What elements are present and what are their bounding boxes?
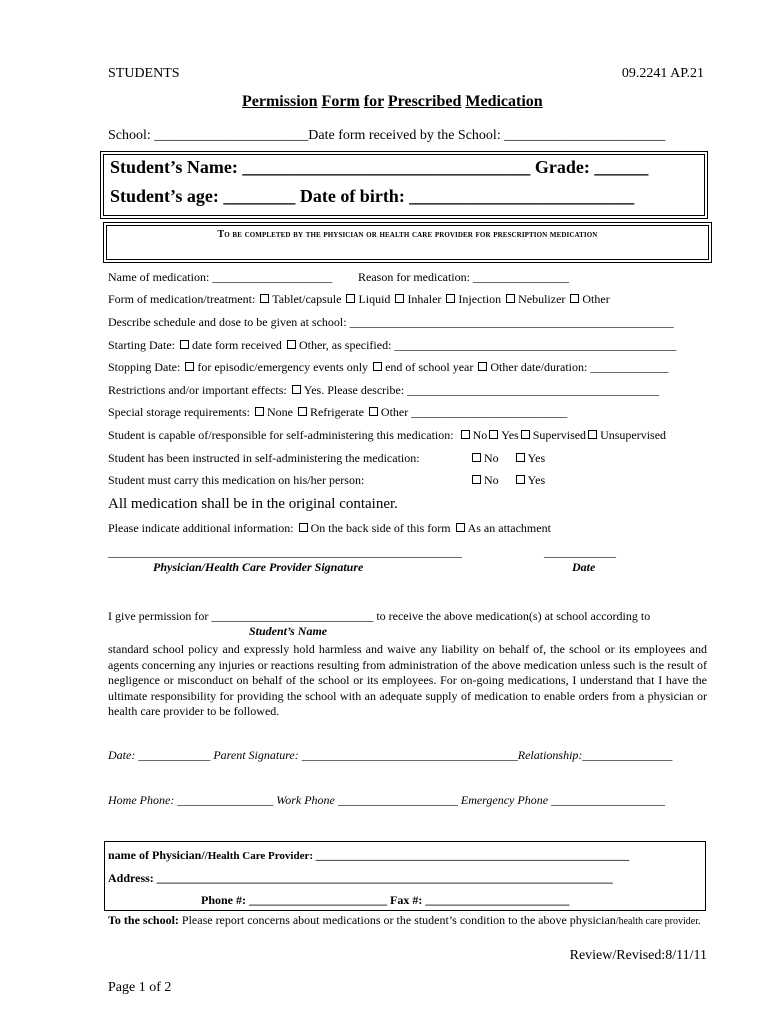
storage-label: Special storage requirements: xyxy=(108,405,250,419)
checkbox[interactable] xyxy=(299,523,308,532)
checkbox[interactable] xyxy=(472,453,481,462)
provider-name-field[interactable] xyxy=(108,848,629,863)
liability-paragraph: standard school policy and expressly hold harmless and waive any liability on behalf of, the school or its employees and agents concerning any injuries or reactions resulting from administration of the above medication unless such is the result of negligence or misconduct on behalf of the school or its employees. For on-going medications, I understand that I have the ultimate responsibility for providing the school with an adequate supply of medication to enable orders from a physician or health care provider to be followed. xyxy=(108,642,707,718)
student-age-field[interactable]: Student’s age: ________ Date of birth: _________________________ xyxy=(110,186,635,206)
student-name-label: Student’s Name xyxy=(249,624,328,638)
checkbox[interactable] xyxy=(456,523,465,532)
option-label: date form received xyxy=(191,338,282,352)
provider-name-rest: /Health Care Provider: _________________________________________________________ xyxy=(204,850,630,862)
form-label: Form of medication/treatment: xyxy=(108,292,256,306)
checkbox[interactable] xyxy=(506,294,515,303)
checkbox[interactable] xyxy=(346,294,355,303)
option-label: Other xyxy=(582,292,610,306)
to-school-note xyxy=(108,913,708,929)
physician-banner: To be completed by the physician or health care provider for prescription medication xyxy=(217,229,598,240)
starting-date-label: Starting Date: xyxy=(108,338,175,352)
option-label: Liquid xyxy=(358,292,391,306)
page-number: Page 1 of 2 xyxy=(108,980,172,995)
title-word: Medication xyxy=(465,93,543,110)
option-label: Nebulizer xyxy=(518,292,566,306)
checkbox[interactable] xyxy=(395,294,404,303)
option-label[interactable]: Other, as specified: _______________________________________________ xyxy=(298,338,677,352)
carry-options xyxy=(470,473,545,488)
option-label: end of school year xyxy=(385,360,474,374)
title-word: for xyxy=(363,93,384,110)
checkbox[interactable] xyxy=(472,475,481,484)
option-label: Yes xyxy=(501,428,519,442)
additional-info-label: Please indicate additional information: xyxy=(108,521,294,535)
checkbox[interactable] xyxy=(180,340,189,349)
title-word: Permission xyxy=(242,93,318,110)
checkbox[interactable] xyxy=(521,430,530,439)
to-school-tail: /health care provider. xyxy=(615,916,701,927)
page-title xyxy=(242,93,543,111)
option-label: On the back side of this form xyxy=(310,521,451,535)
option-label: No xyxy=(472,428,488,442)
option-label: None xyxy=(266,405,293,419)
self-administer-label: Student is capable of/responsible for self-administering this medication: xyxy=(108,428,454,442)
title-word: Form xyxy=(321,93,360,110)
checkbox[interactable] xyxy=(516,453,525,462)
checkbox[interactable] xyxy=(369,407,378,416)
stopping-date-row xyxy=(108,360,668,375)
carry-label: Student must carry this medication on his/her person: xyxy=(108,473,365,487)
option-label: Yes xyxy=(527,451,546,465)
option-label: Inhaler xyxy=(407,292,442,306)
provider-name-label: name of Physician/ xyxy=(108,848,205,862)
medication-reason-field[interactable]: Reason for medication: ________________ xyxy=(358,270,569,284)
provider-phone-fax-field[interactable]: Phone #: _______________________ Fax #: ________________________ xyxy=(201,893,570,907)
checkbox[interactable] xyxy=(298,407,307,416)
parent-signature-line[interactable]: Date: ____________ Parent Signature: ____________________________________Relationship:_______________ xyxy=(108,748,673,762)
instructed-options xyxy=(470,451,545,466)
option-label: for episodic/emergency events only xyxy=(197,360,369,374)
option-label: Tablet/capsule xyxy=(272,292,342,306)
option-label: Yes xyxy=(527,473,546,487)
signature-date-label: Date xyxy=(572,560,596,574)
section-label: STUDENTS xyxy=(108,66,180,81)
restrictions-row xyxy=(108,383,659,398)
schedule-field[interactable]: Describe schedule and dose to be given at school: ______________________________________________________ xyxy=(108,315,674,329)
medication-name-field[interactable]: Name of medication: ____________________ xyxy=(108,270,333,284)
phone-numbers-line[interactable]: Home Phone: ________________ Work Phone ____________________ Emergency Phone ___________________ xyxy=(108,793,666,807)
stopping-date-label: Stopping Date: xyxy=(108,360,181,374)
option-label[interactable]: Other date/duration: _____________ xyxy=(490,360,669,374)
permission-line[interactable]: I give permission for ___________________________ to receive the above medication(s) at school according to xyxy=(108,609,651,623)
checkbox[interactable] xyxy=(292,385,301,394)
additional-info-row xyxy=(108,521,551,536)
storage-row xyxy=(108,405,567,420)
checkbox[interactable] xyxy=(260,294,269,303)
checkbox[interactable] xyxy=(185,362,194,371)
signature-date-line[interactable]: ____________ xyxy=(544,545,616,559)
to-school-label: To the school: xyxy=(108,913,179,927)
checkbox[interactable] xyxy=(255,407,264,416)
to-school-text: Please report concerns about medications or the student’s condition to the above physician xyxy=(178,913,616,927)
student-name-field[interactable]: Student’s Name: ________________________________ Grade: ______ xyxy=(110,157,649,177)
form-of-medication-row xyxy=(108,292,610,307)
checkbox[interactable] xyxy=(570,294,579,303)
school-line[interactable]: School: ______________________Date form received by the School: _______________________ xyxy=(108,128,666,143)
option-label[interactable]: Yes. Please describe: __________________________________________ xyxy=(303,383,660,397)
policy-code: 09.2241 AP.21 xyxy=(621,66,704,81)
checkbox[interactable] xyxy=(489,430,498,439)
checkbox[interactable] xyxy=(461,430,470,439)
instructed-label: Student has been instructed in self-administering the medication: xyxy=(108,451,420,465)
checkbox[interactable] xyxy=(446,294,455,303)
self-administer-row xyxy=(108,428,666,443)
option-label: No xyxy=(484,473,499,487)
option-label: No xyxy=(484,451,499,465)
option-label: Refrigerate xyxy=(309,405,364,419)
restrictions-label: Restrictions and/or important effects: xyxy=(108,383,287,397)
physician-signature-line[interactable]: ___________________________________________________________ xyxy=(108,545,462,559)
option-label[interactable]: Other __________________________ xyxy=(380,405,568,419)
checkbox[interactable] xyxy=(588,430,597,439)
checkbox[interactable] xyxy=(478,362,487,371)
revision-date: Review/Revised:8/11/11 xyxy=(569,948,707,963)
checkbox[interactable] xyxy=(287,340,296,349)
original-container-notice: All medication shall be in the original container. xyxy=(108,496,398,512)
physician-signature-label: Physician/Health Care Provider Signature xyxy=(153,560,364,574)
checkbox[interactable] xyxy=(373,362,382,371)
starting-date-row xyxy=(108,338,676,353)
option-label: Supervised xyxy=(532,428,587,442)
option-label: Injection xyxy=(458,292,502,306)
title-word: Prescribed xyxy=(387,93,462,110)
option-label: As an attachment xyxy=(467,521,551,535)
option-label: Unsupervised xyxy=(600,428,667,442)
checkbox[interactable] xyxy=(516,475,525,484)
provider-address-field[interactable]: Address: ____________________________________________________________________________ xyxy=(108,871,613,885)
